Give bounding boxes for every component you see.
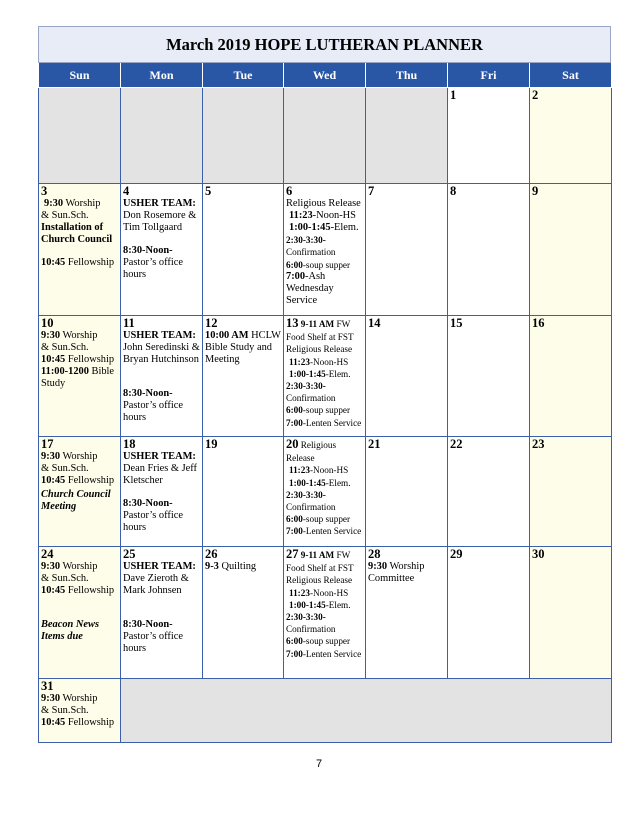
day-header-fri: Fri — [448, 63, 530, 88]
day-number: 29 — [450, 547, 463, 561]
event-line: Meeting — [205, 354, 240, 366]
day-header-mon: Mon — [121, 63, 203, 88]
event-line: 6:00-soup supper — [286, 636, 351, 647]
day-cell-4[interactable] — [121, 184, 203, 316]
day-cell-27[interactable] — [284, 547, 366, 679]
day-cell-13[interactable] — [284, 316, 366, 437]
day-cell-26[interactable] — [203, 547, 284, 679]
day-cell-14[interactable] — [366, 316, 448, 437]
event-line: Bryan Hutchinson — [123, 354, 199, 366]
day-number: 24 — [41, 547, 54, 561]
event-line: 9:30 Worship — [41, 451, 98, 462]
event-line: Confirmation — [286, 501, 336, 512]
day-number: 26 — [205, 547, 218, 561]
event-line: 9-3 Quilting — [205, 561, 257, 572]
day-number: 23 — [532, 437, 545, 451]
day-number: 3 — [41, 184, 48, 198]
event-line: Don Rosemore & — [123, 210, 197, 222]
day-number: 21 — [368, 437, 381, 451]
week-row-5 — [39, 547, 612, 679]
event-line: 11:23-Noon-HS — [289, 587, 349, 598]
day-cell-22[interactable] — [448, 437, 530, 547]
event-line: Food Shelf at FST — [286, 563, 354, 574]
event-line: 8:30-Noon- — [123, 498, 173, 510]
empty-day-cell — [39, 88, 121, 184]
event-line: Beacon News — [41, 619, 100, 631]
week-row-1 — [39, 88, 612, 184]
day-number: 19 — [205, 437, 218, 451]
event-line: Pastor’s office — [123, 400, 183, 412]
event-line: Dean Fries & Jeff — [123, 463, 197, 475]
event-line: Confirmation — [286, 247, 336, 258]
event-line: 2:30-3:30- — [286, 611, 326, 622]
event-line: & Sun.Sch. — [41, 210, 89, 222]
event-line: 1:00-1:45-Elem. — [289, 477, 351, 488]
event-line: Pastor’s office — [123, 631, 183, 643]
event-line: USHER TEAM: — [123, 451, 196, 462]
event-line: 6:00-soup supper — [286, 259, 351, 270]
event-line: 9:30 Worship — [368, 561, 425, 572]
day-cell-5[interactable] — [203, 184, 284, 316]
event-line: 10:45 Fellowship — [41, 257, 115, 269]
day-cell-2[interactable] — [530, 88, 612, 184]
day-number: 25 — [123, 547, 136, 561]
day-cell-19[interactable] — [203, 437, 284, 547]
day-cell-6[interactable] — [284, 184, 366, 316]
event-line: 11:23-Noon-HS — [289, 210, 356, 222]
day-cell-25[interactable] — [121, 547, 203, 679]
day-cell-16[interactable] — [530, 316, 612, 437]
day-number: 13 9-11 AM FW — [286, 316, 351, 330]
day-cell-23[interactable] — [530, 437, 612, 547]
event-line: 2:30-3:30- — [286, 489, 326, 500]
event-line: Pastor’s office — [123, 510, 183, 522]
event-line: hours — [123, 643, 147, 655]
empty-day-cell — [203, 88, 284, 184]
week-row-4 — [39, 437, 612, 547]
event-line: 7:00-Lenten Service — [286, 526, 362, 537]
event-line: & Sun.Sch. — [41, 705, 89, 717]
event-line: hours — [123, 412, 147, 424]
day-cell-18[interactable] — [121, 437, 203, 547]
day-number: 2 — [532, 88, 539, 102]
page-number: 7 — [315, 758, 323, 770]
empty-day-cell — [284, 88, 366, 184]
event-line: 7:00-Lenten Service — [286, 648, 362, 659]
weekday-header-row — [39, 63, 612, 88]
day-number: 12 — [205, 316, 218, 330]
event-line: Confirmation — [286, 624, 336, 635]
event-line: 9:30 Worship — [41, 330, 98, 341]
event-line: Tim Tollgaard — [123, 222, 183, 234]
event-line: 10:45 Fellowship — [41, 354, 115, 366]
event-line: Items due — [41, 631, 83, 643]
event-line: 10:45 Fellowship — [41, 475, 115, 487]
event-line: USHER TEAM: — [123, 561, 196, 572]
event-line: hours — [123, 269, 147, 281]
event-line: 10:45 Fellowship — [41, 717, 115, 729]
week-row-2 — [39, 184, 612, 316]
event-line: Kletscher — [123, 475, 163, 487]
empty-trailing-days — [121, 679, 612, 743]
day-number: 20 Religious — [286, 437, 337, 451]
event-line: 9:30 Worship — [44, 198, 101, 209]
empty-day-cell — [121, 88, 203, 184]
event-line: Mark Johnsen — [123, 585, 182, 597]
event-line: 1:00-1:45-Elem. — [289, 599, 351, 610]
event-line: Meeting — [41, 501, 77, 513]
calendar-sheet — [38, 26, 611, 743]
day-number: 6 — [286, 184, 293, 198]
event-line: Dave Zieroth & — [123, 573, 189, 585]
day-cell-29[interactable] — [448, 547, 530, 679]
day-number: 18 — [123, 437, 136, 451]
day-number: 7 — [368, 184, 375, 198]
day-number: 8 — [450, 184, 457, 198]
event-line: Release — [286, 453, 315, 464]
event-line: & Sun.Sch. — [41, 342, 89, 354]
day-number: 5 — [205, 184, 212, 198]
day-cell-1[interactable] — [448, 88, 530, 184]
event-line: Study — [41, 378, 66, 390]
day-header-tue: Tue — [203, 63, 284, 88]
day-cell-17[interactable] — [39, 437, 121, 547]
day-number: 28 — [368, 547, 381, 561]
event-line: Church Council — [41, 489, 111, 501]
event-line: USHER TEAM: — [123, 330, 196, 341]
day-cell-10[interactable] — [39, 316, 121, 437]
calendar-grid — [38, 63, 612, 743]
event-line: Wednesday — [286, 282, 334, 294]
week-row-3 — [39, 316, 612, 437]
day-header-wed: Wed — [284, 63, 366, 88]
event-line: 8:30-Noon- — [123, 388, 173, 400]
event-line: 6:00-soup supper — [286, 405, 351, 416]
week-row-6 — [39, 679, 612, 743]
day-number: 9 — [532, 184, 539, 198]
day-number: 15 — [450, 316, 463, 330]
event-line: 2:30-3:30- — [286, 380, 326, 391]
event-line: Bible Study and — [205, 342, 272, 354]
event-line: & Sun.Sch. — [41, 573, 89, 585]
event-line: 1:00-1:45-Elem. — [289, 368, 351, 379]
event-line: Installation of — [41, 222, 104, 234]
event-line: 8:30-Noon- — [123, 619, 173, 631]
day-cell-31[interactable] — [39, 679, 121, 743]
day-number: 31 — [41, 679, 54, 693]
event-line: Religious Release — [286, 344, 353, 355]
day-number: 16 — [532, 316, 545, 330]
day-number: 14 — [368, 316, 381, 330]
day-cell-24[interactable] — [39, 547, 121, 679]
day-number: 17 — [41, 437, 54, 451]
day-header-sat: Sat — [530, 63, 612, 88]
event-line: USHER TEAM: — [123, 198, 196, 209]
event-line: 9:30 Worship — [41, 561, 98, 572]
event-line: Service — [286, 295, 318, 307]
event-line: Religious Release — [286, 198, 361, 209]
event-line: 8:30-Noon- — [123, 245, 173, 257]
day-number: 10 — [41, 316, 54, 330]
day-number: 1 — [450, 88, 457, 102]
event-line: 11:23-Noon-HS — [289, 465, 349, 476]
event-line: 7:00-Ash — [286, 270, 326, 282]
day-number: 27 9-11 AM FW — [286, 547, 351, 561]
event-line: 7:00-Lenten Service — [286, 417, 362, 428]
event-line: 11:00-1200 Bible — [41, 366, 115, 378]
day-cell-7[interactable] — [366, 184, 448, 316]
day-cell-8[interactable] — [448, 184, 530, 316]
event-line: Food Shelf at FST — [286, 332, 354, 343]
event-line: 2:30-3:30- — [286, 235, 326, 246]
empty-day-cell — [366, 88, 448, 184]
event-line: Pastor’s office — [123, 257, 183, 269]
day-cell-30[interactable] — [530, 547, 612, 679]
event-line: Committee — [368, 573, 415, 585]
event-line: 10:45 Fellowship — [41, 585, 115, 597]
event-line: 11:23-Noon-HS — [289, 356, 349, 367]
event-line: Religious Release — [286, 575, 353, 586]
event-line: 9:30 Worship — [41, 693, 98, 704]
event-line: Church Council — [41, 234, 113, 246]
event-line: 10:00 AM HCLW — [205, 330, 281, 341]
day-cell-28[interactable] — [366, 547, 448, 679]
day-cell-3[interactable] — [39, 184, 121, 316]
event-line: John Seredinski & — [123, 342, 200, 354]
day-cell-15[interactable] — [448, 316, 530, 437]
event-line: hours — [123, 522, 147, 534]
day-number: 30 — [532, 547, 545, 561]
day-number: 11 — [123, 316, 135, 330]
day-cell-11[interactable] — [121, 316, 203, 437]
day-header-sun: Sun — [39, 63, 121, 88]
day-cell-12[interactable] — [203, 316, 284, 437]
day-cell-9[interactable] — [530, 184, 612, 316]
day-header-thu: Thu — [366, 63, 448, 88]
event-line: 6:00-soup supper — [286, 514, 351, 525]
day-number: 22 — [450, 437, 463, 451]
event-line: & Sun.Sch. — [41, 463, 89, 475]
event-line: Confirmation — [286, 393, 336, 404]
day-number: 4 — [123, 184, 130, 198]
event-line: 1:00-1:45-Elem. — [289, 222, 359, 234]
day-cell-21[interactable] — [366, 437, 448, 547]
calendar-title: March 2019 HOPE LUTHERAN PLANNER — [38, 26, 611, 63]
day-cell-20[interactable] — [284, 437, 366, 547]
